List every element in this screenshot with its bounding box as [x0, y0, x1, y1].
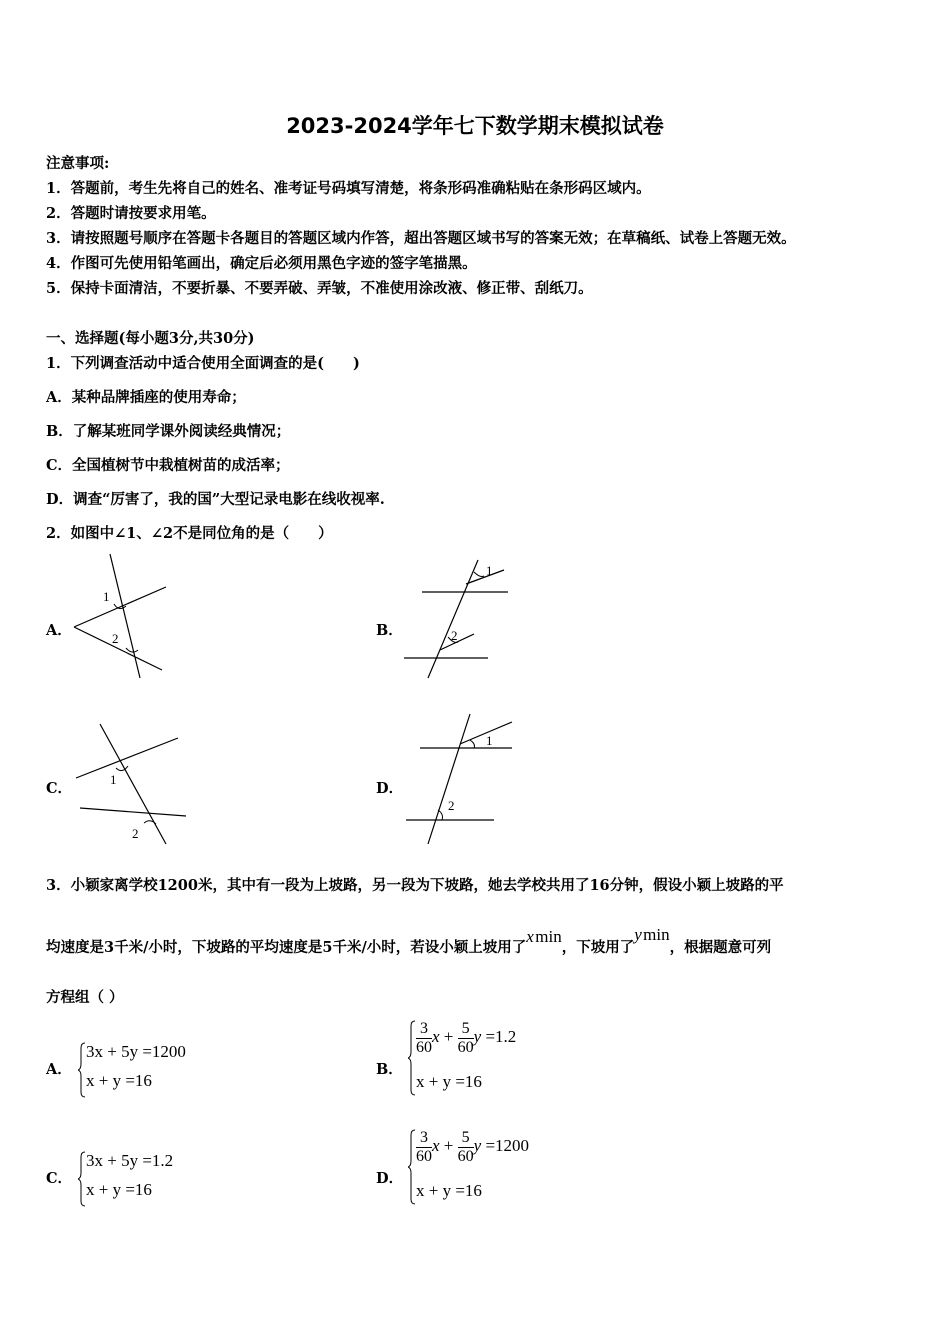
q3-line-1: 3．小颖家离学校1200米，其中有一段为上坡路，另一段为下坡路，她去学校共用了16分钟，假设小颖上坡路的平 — [46, 877, 784, 894]
note-item-4: 4．作图可先使用铅笔画出，确定后必须用黑色字迹的签字笔描黑。 — [46, 255, 477, 272]
rhs: =1.2 — [485, 1027, 517, 1046]
q3-d-eq1: $\frac{3}{60}$ x + $\frac{5}{60}$ y =1200 — [416, 1129, 530, 1165]
figure-b-angle-1: 1 — [486, 563, 493, 578]
q1-option-c: C．全国植树节中栽植树苗的成活率； — [46, 457, 290, 474]
figure-b-ray-1 — [466, 570, 504, 584]
brace-a — [78, 1042, 86, 1098]
q3-option-b-label: B． — [376, 1061, 403, 1078]
q3-line-2 — [46, 925, 772, 957]
q3-line-2a: 均速度是3千米/小时，下坡路的平均速度是5千米/小时，若设小颖上坡用了 — [46, 939, 527, 956]
unit-min-2: min — [643, 925, 670, 944]
q2-figure-b — [400, 558, 515, 683]
figure-a-transversal — [110, 554, 140, 678]
unit-min-1: min — [535, 927, 562, 946]
q2-option-d-label: D． — [376, 780, 404, 797]
q3-c-eq2: x + y =16 — [86, 1180, 152, 1199]
q2-option-b-label: B． — [376, 622, 403, 639]
figure-a-angle-1: 1 — [103, 589, 110, 604]
q2-option-a-label: A． — [46, 622, 72, 639]
figure-a-arc-2 — [126, 648, 138, 652]
figure-d-angle-1: 1 — [486, 733, 493, 748]
var-y: y — [634, 925, 642, 944]
q2-stem: 2．如图中∠1、∠2不是同位角的是（ ） — [46, 525, 333, 542]
q3-line-2c: ，根据题意可列 — [669, 939, 772, 956]
frac-num: 3 — [416, 1020, 432, 1039]
var-y: y — [473, 1136, 482, 1155]
brace-c — [78, 1151, 86, 1207]
var-x: x — [432, 1136, 440, 1155]
note-item-3: 3．请按照题号顺序在答题卡各题目的答题区域内作答，超出答题区域书写的答案无效；在草稿纸、试卷上答题无效。 — [46, 230, 796, 247]
q1-option-a: A．某种品牌插座的使用寿命； — [46, 389, 246, 406]
q3-option-b-system — [408, 1020, 568, 1098]
q3-option-d-label: D． — [376, 1170, 404, 1187]
frac-num: 5 — [458, 1020, 474, 1039]
q3-option-d-system — [408, 1129, 578, 1207]
page-title: 2023-2024学年七下数学期末模拟试卷 — [286, 114, 664, 138]
brace-b — [408, 1020, 416, 1096]
q3-option-c-system — [78, 1151, 218, 1207]
figure-b-angle-2: 2 — [451, 628, 458, 643]
q3-b-frac-1 — [416, 1020, 432, 1056]
frac-den: 60 — [416, 1147, 432, 1165]
q1-stem: 1．下列调查活动中适合使用全面调查的是( ) — [46, 355, 360, 372]
figure-b-transversal — [428, 560, 478, 678]
note-item-2: 2．答题时请按要求用笔。 — [46, 205, 216, 222]
note-item-5: 5．保持卡面清洁，不要折暴、不要弄破、弄皱，不准使用涂改液、修正带、刮纸刀。 — [46, 280, 593, 297]
q1-option-b: B．了解某班同学课外阅读经典情况； — [46, 423, 291, 440]
q2-figure-c — [72, 720, 192, 848]
q3-option-c-label: C． — [46, 1170, 73, 1187]
q3-d-frac-1 — [416, 1129, 432, 1165]
q2-option-c-label: C． — [46, 780, 73, 797]
q3-b-eq1: $\frac{3}{60}$ x + $\frac{5}{60}$ y =1.2 — [416, 1020, 517, 1056]
q3-c-eq1: 3x + 5y =1.2 — [86, 1151, 174, 1170]
brace-d — [408, 1129, 416, 1205]
q2-figure-a — [70, 552, 180, 682]
q3-option-a-label: A． — [46, 1061, 72, 1078]
frac-den: 60 — [457, 1147, 474, 1165]
figure-d-arc-1 — [470, 740, 475, 748]
figure-c-line-lower — [80, 808, 186, 816]
rhs: =1200 — [485, 1136, 530, 1155]
q2-figure-d — [400, 710, 518, 848]
figure-a-angle-2: 2 — [112, 631, 119, 646]
frac-num: 5 — [458, 1129, 474, 1148]
q3-b-frac-2 — [458, 1020, 474, 1056]
figure-b-arc-1 — [474, 572, 484, 577]
q3-line-2b: ，下坡用了 — [561, 939, 635, 956]
q3-var-x-min — [526, 927, 561, 946]
section-heading: 一、选择题(每小题3分,共30分) — [46, 330, 255, 347]
q3-a-eq1: 3x + 5y =1200 — [86, 1042, 186, 1061]
q3-b-eq2: x + y =16 — [416, 1072, 482, 1091]
frac-num: 3 — [416, 1129, 432, 1148]
var-y: y — [473, 1027, 482, 1046]
q1-option-d: D．调查“厉害了，我的国”大型记录电影在线收视率. — [46, 491, 385, 508]
figure-d-angle-2: 2 — [448, 798, 455, 813]
var-x: x — [432, 1027, 440, 1046]
q3-option-a-system — [78, 1042, 218, 1098]
figure-c-angle-2: 2 — [132, 826, 139, 841]
frac-den: 60 — [416, 1038, 432, 1056]
figure-d-transversal — [428, 714, 470, 844]
q3-line-3: 方程组（ ） — [46, 989, 124, 1006]
notes-heading: 注意事项: — [46, 155, 110, 172]
q3-d-frac-2 — [458, 1129, 474, 1165]
figure-c-angle-1: 1 — [110, 772, 117, 787]
var-x: x — [526, 927, 534, 946]
figure-c-arc-1 — [116, 766, 128, 771]
q3-a-eq2: x + y =16 — [86, 1071, 152, 1090]
q3-d-eq2: x + y =16 — [416, 1181, 482, 1200]
q3-var-y-min — [634, 925, 669, 944]
frac-den: 60 — [457, 1038, 474, 1056]
note-item-1: 1．答题前，考生先将自己的姓名、准考证号码填写清楚，将条形码准确粘贴在条形码区域内。 — [46, 180, 651, 197]
